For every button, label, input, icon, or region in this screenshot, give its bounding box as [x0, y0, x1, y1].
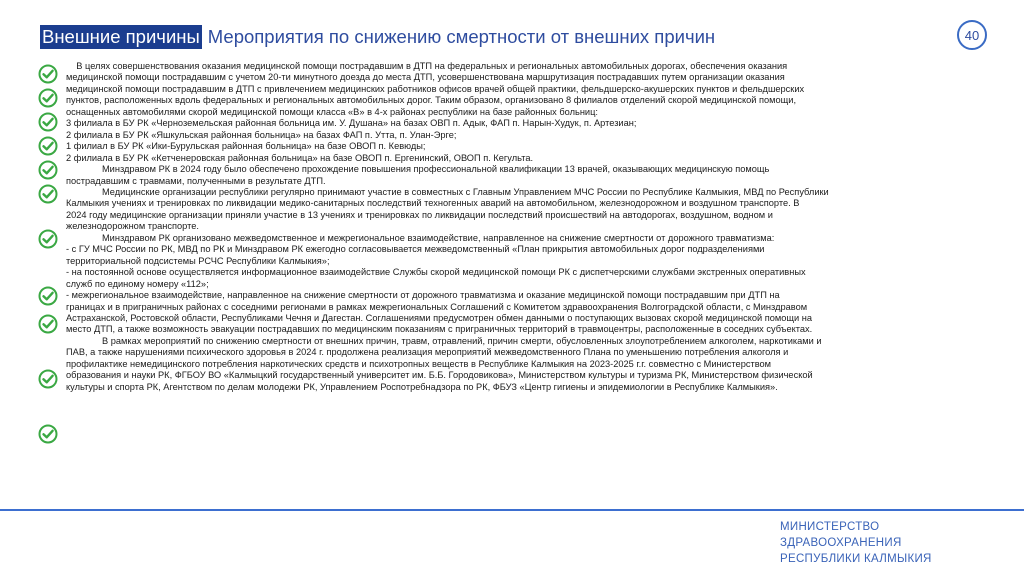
body-line: границах и в приграничных районах с соседними регионами в рамках межрегиональных Соглашений с Комитетом здравоохранения Волгоградской области, с Минздравом	[66, 301, 808, 312]
body-line: культуры и спорта РК, Агентством по делам молодежи РК, Управлением Роспотребнадзора по РК, ФБУЗ «Центр гигиены и эпидемиологии в Республике Калмыкия».	[66, 381, 778, 392]
body-line: Минздравом РК в 2024 году было обеспечено прохождение повышения профессиональной квалификации 13 врачей, оказывающих медицинскую помощь	[66, 164, 770, 175]
check-circle-icon	[38, 424, 58, 444]
ministry-line-1: МИНИСТЕРСТВО	[780, 521, 880, 533]
ministry-name	[780, 519, 932, 567]
body-line: 2024 году медицинские организации приняли участие в 13 учениях и тренировках по ликвидации последствий происшествий на автодорогах, воздушном, водном и	[66, 209, 773, 220]
check-circle-icon	[38, 286, 58, 306]
footer-divider	[0, 509, 1024, 511]
check-circle-icon	[38, 369, 58, 389]
body-text	[66, 61, 866, 393]
page-title: Мероприятия по снижению смертности от внешних причин	[207, 26, 716, 47]
body-line: В рамках мероприятий по снижению смертности от внешних причин, травм, отравлений, причин смерти, обусловленных злоупотреблением алкоголем, наркотиками и	[66, 335, 822, 346]
body-line: Минздравом РК организовано межведомственное и межрегиональное взаимодействие, направленное на снижение смертности от дорожного травматизма:	[66, 232, 775, 243]
body-line: образования и науки РК, ФГБОУ ВО «Калмыцкий государственный университет им. Б.Б. Городовикова», Министерством культуры и туризма РК, Министерством физической	[66, 370, 813, 381]
body-line: Медицинские организации республики регулярно принимают участие в совместных с Главным Управлением МЧС России по Республике Калмыкия, МВД по Республики	[66, 186, 829, 197]
body-line: место ДТП, а также возможность эвакуации пострадавших по медицинским показаниям с приграничных территорий в травмоцентры, расположенные в соседних субъектах.	[66, 324, 813, 335]
body-line: 2 филиала в БУ РК «Яшкульская районная больница» на базах ФАП п. Утта, п. Улан-Эрге;	[66, 129, 457, 140]
check-circle-icon	[38, 112, 58, 132]
check-circle-icon	[38, 64, 58, 84]
body-line: Калмыкия учениях и тренировках по ликвидации медико-санитарных последствий техногенных аварий на автомобильном, железнодорожном и воздушном транспорте. В	[66, 198, 800, 209]
body-line: пунктов, расположенных вдоль федеральных и региональных автомобильных дорог. Таким образом, организовано 8 филиалов отделений скорой медицинской помощи,	[66, 95, 797, 106]
check-circle-icon	[38, 88, 58, 108]
body-line: - на постоянной основе осуществляется информационное взаимодействие Службы скорой медицинской помощи РК с диспетчерскими службами экстренных оперативных	[66, 267, 806, 278]
title-highlight: Внешние причины	[42, 26, 200, 47]
body-line: - с ГУ МЧС России по РК, МВД по РК и Минздравом РК ежегодно согласовывается межведомственный «План прикрытия автомобильных дорог подразделениями	[66, 244, 765, 255]
body-line: 3 филиала в БУ РК «Черноземельская районная больница им. У. Душана» на базах ОВП п. Адык, ФАП п. Нарын-Худук, п. Артезиан;	[66, 118, 637, 129]
body-line: профилактике немедицинского потребления наркотических средств и психотропных веществ в Республике Калмыкия на 2023-2025 г.г. совместно с Министерством	[66, 358, 772, 369]
body-line: территориальной подсистемы РСЧС Республики Калмыкия»;	[66, 255, 330, 266]
body-line: - межрегиональное взаимодействие, направленное на снижение смертности от дорожного травматизма и оказание медицинской помощи пострадавшим при ДТП на	[66, 290, 780, 301]
body-line: медицинской помощи пострадавшим с учетом 20-ти минутного доезда до места ДТП, усовершенствована маршрутизация пострадавших путем организации оказания	[66, 72, 785, 83]
check-circle-icon	[38, 160, 58, 180]
check-circle-icon	[38, 314, 58, 334]
body-line: 2 филиала в БУ РК «Кетченеровская районная больница» на базе ОВОП п. Ергенинский, ОВОП п. Кегульта.	[66, 152, 534, 163]
checkmark-column	[38, 64, 60, 394]
body-line: железнодорожном транспорте.	[66, 221, 199, 232]
ministry-line-2: ЗДРАВООХРАНЕНИЯ	[780, 537, 902, 549]
body-line: В целях совершенствования оказания медицинской помощи пострадавшим в ДТП на федеральных и региональных автомобильных дорогах, обеспечения оказания	[66, 61, 788, 71]
page-number-badge: 40	[957, 20, 987, 50]
check-circle-icon	[38, 136, 58, 156]
body-line: оснащенных автомобилями скорой медицинской помощи класса «В» в 4-х районах республики на базе районных больниц:	[66, 106, 598, 117]
body-line: медицинской помощи пострадавшим в ДТП с привлечением медицинских работников офисов врачей общей практики, фельдшерско-акушерских пунктов и фельдшерских	[66, 83, 805, 94]
ministry-line-3: РЕСПУБЛИКИ КАЛМЫКИЯ	[780, 553, 932, 565]
body-line: Астраханской, Ростовской области, Республиками Чечня и Дагестан. Соглашениями предусмотрен обмен данными о поступающих вызовах скорой медицинской помощи на	[66, 312, 813, 323]
body-line: 1 филиал в БУ РК «Ики-Бурульская районная больница» на базе ОВОП п. Кевюды;	[66, 141, 426, 152]
slide-title	[40, 25, 715, 49]
body-line: служб по единому номеру «112»;	[66, 278, 209, 289]
check-circle-icon	[38, 184, 58, 204]
body-line: ПАВ, а также нарушениями психического здоровья в 2024 г. продолжена реализация мероприятий межведомственного Плана по уменьшению потребления алкоголя и	[66, 347, 789, 358]
body-line: пострадавшим с травмами, полученными в результате ДТП.	[66, 175, 326, 186]
check-circle-icon	[38, 229, 58, 249]
